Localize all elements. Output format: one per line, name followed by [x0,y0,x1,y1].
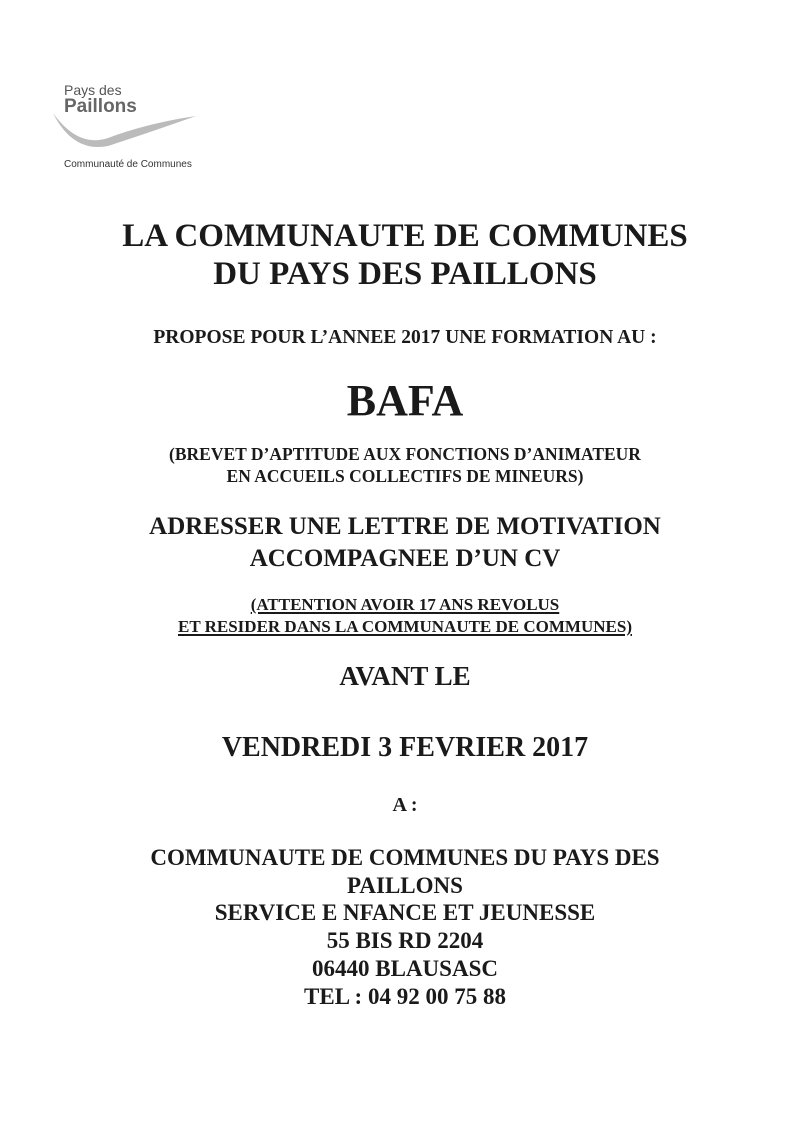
address-line2: PAILLONS [347,873,463,898]
logo-subtitle: Communauté de Communes [64,159,192,170]
deadline-label: AVANT LE [339,661,471,691]
instruction-line1: ADRESSER UNE LETTRE DE MOTIVATION [149,513,661,540]
conditions-line2-text: ET RESIDER DANS LA COMMUNAUTE DE COMMUNES) [177,617,632,636]
address-line3: SERVICE E NFANCE ET JEUNESSE [214,900,596,925]
address-line4: 55 BIS RD 2204 [326,928,484,953]
logo-line1: Pays des [64,82,122,98]
logo [48,78,218,173]
program-name: BAFA [346,376,464,425]
program-full-line2: EN ACCUEILS COLLECTIFS DE MINEURS) [226,466,584,486]
conditions-line1 [0,596,810,613]
address-line1: COMMUNAUTE DE COMMUNES DU PAYS DES [150,845,660,870]
proposal-text: PROPOSE POUR L’ANNEE 2017 UNE FORMATION AU : [153,327,657,348]
conditions-line2 [0,618,810,635]
title-line1: LA COMMUNAUTE DE COMMUNES [122,218,688,254]
deadline-date: VENDREDI 3 FEVRIER 2017 [221,732,589,763]
to-label: A : [392,794,418,816]
address-phone: TEL : 04 92 00 75 88 [304,984,506,1009]
address-line5: 06440 BLAUSASC [312,956,498,981]
title-line2: DU PAYS DES PAILLONS [213,256,597,292]
program-full-line1: (BREVET D’APTITUDE AUX FONCTIONS D’ANIMATEUR [169,444,641,464]
instruction-line2: ACCOMPAGNEE D’UN CV [249,545,561,572]
conditions-line1-text: (ATTENTION AVOIR 17 ANS REVOLUS [250,595,560,614]
logo-swoosh-icon [48,108,198,153]
logo-line2: Paillons [64,96,137,117]
